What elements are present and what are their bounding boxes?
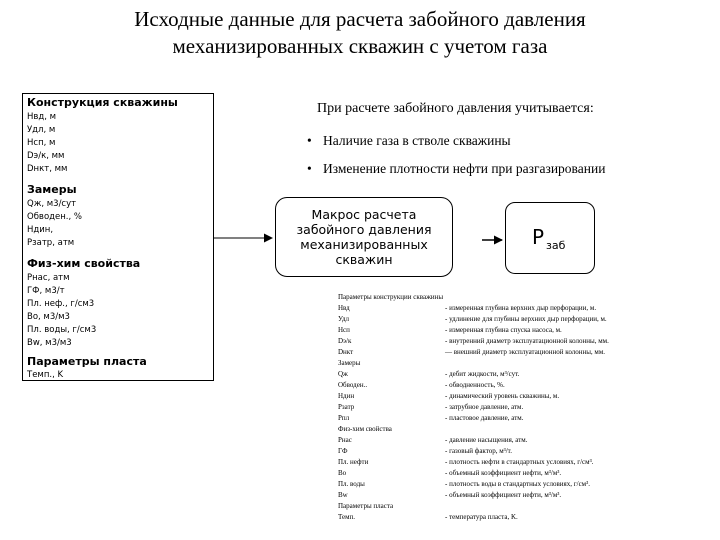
param-item: Dнкт, мм xyxy=(27,164,68,174)
macro-line: скважин xyxy=(335,252,393,267)
param-item: Pнас, атм xyxy=(27,273,70,283)
legend-name: Pпл xyxy=(338,414,350,422)
legend-name: Bw xyxy=(338,491,348,499)
legend-desc: - газовый фактор, м³/т. xyxy=(445,447,512,455)
legend-desc: - динамический уровень скважины, м. xyxy=(445,392,560,400)
legend-desc: - плотность нефти в стандартных условиях, г/см³. xyxy=(445,458,594,466)
legend-desc: - пластовое давление, атм. xyxy=(445,414,524,422)
legend-desc: - дебит жидкости, м³/сут. xyxy=(445,370,520,378)
legend-name: Hдин xyxy=(338,392,355,400)
legend-desc: - внутренний диаметр эксплуатационной колонны, мм. xyxy=(445,337,609,345)
param-item: Qж, м3/сут xyxy=(27,199,77,209)
legend-name: Обводен.. xyxy=(338,381,368,389)
legend-name: Dэ/к xyxy=(338,337,352,345)
section-heading-construction: Конструкция скважины xyxy=(27,96,178,109)
legend-desc: - объемный коэффициент нефти, м³/м³. xyxy=(445,469,562,477)
section-heading-measurements: Замеры xyxy=(27,183,77,196)
param-item: Pзатр, атм xyxy=(27,238,75,248)
legend-desc: - измеренная глубина верхних дыр перфорации, м. xyxy=(445,304,597,312)
param-item: Bw, м3/м3 xyxy=(27,338,72,348)
legend-desc: — внешний диаметр эксплуатационной колонны, мм. xyxy=(445,348,606,356)
legend-name: ГФ xyxy=(338,447,348,455)
param-item: ГФ, м3/т xyxy=(27,286,65,296)
legend-desc: - удлинение для глубины верхних дыр перфорации, м. xyxy=(445,315,607,323)
legend-name: Qж xyxy=(338,370,348,378)
legend-desc: - температура пласта, K. xyxy=(445,513,518,521)
macro-line: Макрос расчета xyxy=(311,207,417,222)
legend-desc: - давление насыщения, атм. xyxy=(445,436,528,444)
param-item: Dэ/к, мм xyxy=(27,151,65,161)
legend-name: Пл. нефти xyxy=(338,458,369,466)
legend-name: Bo xyxy=(338,469,347,477)
section-heading-reservoir: Параметры пласта xyxy=(27,355,147,368)
section-heading-properties: Физ-хим свойства xyxy=(27,257,141,270)
legend-desc: - затрубное давление, атм. xyxy=(445,403,524,411)
macro-line: забойного давления xyxy=(296,222,432,237)
param-item: Удл, м xyxy=(27,125,56,135)
legend-name: Замеры xyxy=(338,359,361,367)
legend-name: Pнас xyxy=(338,436,352,444)
macro-text xyxy=(276,207,452,267)
param-item: Bo, м3/м3 xyxy=(27,312,70,322)
param-item: Пл. воды, г/см3 xyxy=(27,325,97,335)
legend-name: Нсп xyxy=(338,326,350,334)
title-line-1: Исходные данные для расчета забойного давления xyxy=(134,7,586,31)
bullet-icon: • xyxy=(307,161,312,176)
param-item: Нвд, м xyxy=(27,112,57,122)
macro-box xyxy=(275,197,453,277)
legend-desc: - объемный коэффициент нефти, м³/м³. xyxy=(445,491,562,499)
info-heading: При расчете забойного давления учитывается: xyxy=(317,101,594,116)
legend-name: Параметры пласта xyxy=(338,502,394,510)
legend-name: Темп. xyxy=(338,513,356,521)
macro-line: механизированных xyxy=(300,237,428,252)
param-item: Hдин, xyxy=(27,225,54,235)
legend-name: Физ-хим свойства xyxy=(338,425,392,433)
param-item: Обводен., % xyxy=(27,212,82,222)
legend-name: Нвд xyxy=(338,304,350,312)
pressure-symbol: P xyxy=(532,225,545,249)
legend-desc: - плотность воды в стандартных условиях, г/см³. xyxy=(445,480,590,488)
pressure-subscript: заб xyxy=(546,239,566,252)
info-bullet-text: Изменение плотности нефти при разгазировании xyxy=(323,161,606,176)
legend-name: Пл. воды xyxy=(338,480,365,488)
title-line-2: механизированных скважин с учетом газа xyxy=(172,34,548,58)
legend-name: Dнкт xyxy=(338,348,354,356)
legend-name: Параметры конструкции скважины xyxy=(338,293,444,301)
bullet-icon: • xyxy=(307,133,312,148)
legend-name: Pзатр xyxy=(338,403,355,411)
legend-name: Удл xyxy=(338,315,350,323)
legend-desc: - измеренная глубина спуска насоса, м. xyxy=(445,326,562,334)
legend-desc: - обводненность, %. xyxy=(445,381,505,389)
param-item: Темп., K xyxy=(27,370,64,380)
param-item: Пл. неф., г/см3 xyxy=(27,299,95,309)
info-bullet-text: Наличие газа в стволе скважины xyxy=(323,133,511,148)
param-item: Нсп, м xyxy=(27,138,56,148)
result-pressure-box xyxy=(505,202,595,274)
